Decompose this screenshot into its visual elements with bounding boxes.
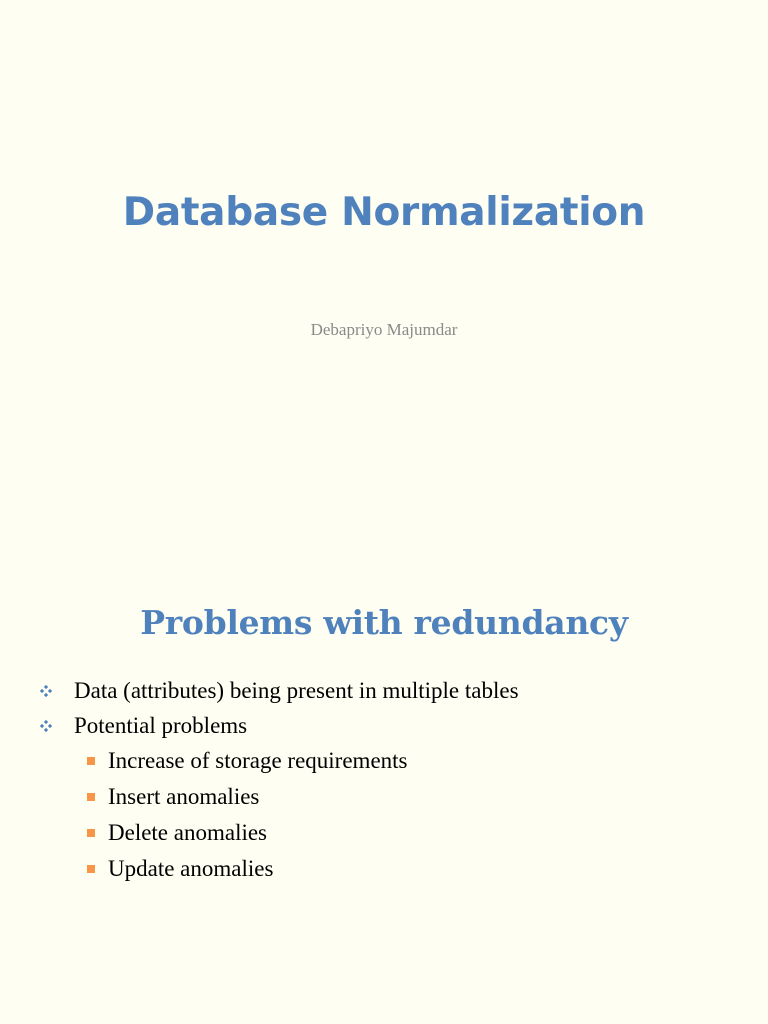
sub-bullet-text: Increase of storage requirements <box>108 748 408 773</box>
bullet-list <box>38 673 738 887</box>
bullet-text: Data (attributes) being present in multiple tables <box>74 678 519 703</box>
bullet-item <box>38 708 738 743</box>
content-slide <box>0 555 768 1024</box>
content-slide-title: Problems with redundancy <box>140 603 628 642</box>
square-bullet-icon <box>87 793 95 801</box>
bullet-item <box>38 673 738 708</box>
diamond-bullet-icon <box>38 673 54 708</box>
diamond-bullet-icon <box>38 708 54 743</box>
author-name: Debapriyo Majumdar <box>310 320 458 339</box>
sub-bullet-item <box>38 815 738 851</box>
bullet-text: Potential problems <box>74 713 248 738</box>
sub-bullet-text: Insert anomalies <box>108 784 260 809</box>
sub-bullet-text: Delete anomalies <box>108 820 268 845</box>
slide-title: Database Normalization <box>122 190 646 235</box>
sub-bullet-item <box>38 743 738 779</box>
sub-bullet-text: Update anomalies <box>108 856 274 881</box>
sub-bullet-item <box>38 851 738 887</box>
sub-bullet-item <box>38 779 738 815</box>
square-bullet-icon <box>87 829 95 837</box>
square-bullet-icon <box>87 757 95 765</box>
square-bullet-icon <box>87 865 95 873</box>
